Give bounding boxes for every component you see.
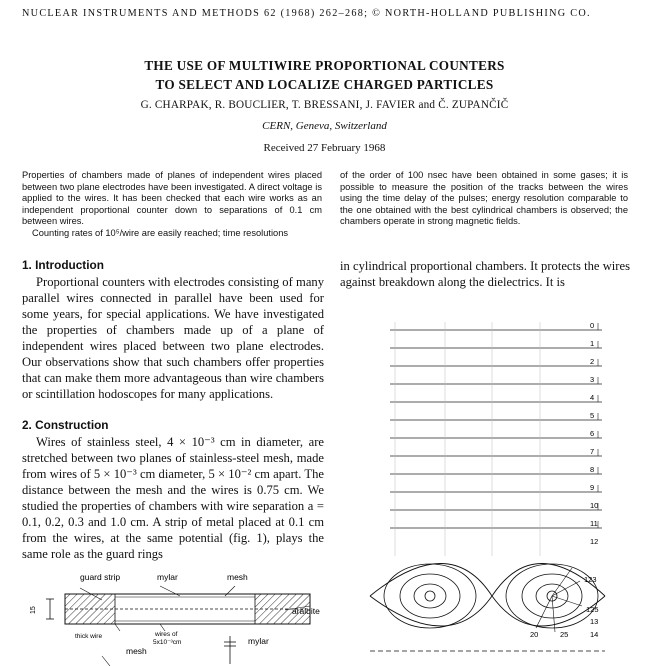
received-date: Received 27 February 1968 xyxy=(263,142,386,154)
right-column-text xyxy=(340,258,630,290)
paper-title-line1: THE USE OF MULTIWIRE PROPORTIONAL COUNTERS xyxy=(144,58,505,73)
field-line-label: 1 xyxy=(590,339,595,348)
fig1-label-araldite: araldite xyxy=(292,606,320,616)
field-line-label: 6 xyxy=(590,429,595,438)
section-2-heading: 2. Construction xyxy=(22,418,109,432)
fig1-label-thick-wire: thick wire xyxy=(75,633,103,640)
paper-title-line2: TO SELECT AND LOCALIZE CHARGED PARTICLES xyxy=(155,77,494,92)
contour-label: 14 xyxy=(590,630,599,639)
abstract-paragraph-1: Properties of chambers made of planes of independent wires placed between two plane electrodes have been investigated. A direct voltage is applied to the wires. It has been checked that each wire works as an independent proportional counter down to separations of 0.1 cm between wires. xyxy=(22,170,322,227)
equipotential-contours xyxy=(370,564,605,652)
running-head: NUCLEAR INSTRUMENTS AND METHODS 62 (1968) 262–268; © NORTH-HOLLAND PUBLISHING CO. xyxy=(22,8,591,19)
field-line-label: 9 xyxy=(590,483,595,492)
field-line-label: 3 xyxy=(590,375,595,384)
contour-label: 13 xyxy=(590,617,599,626)
contour-labels xyxy=(530,575,599,639)
field-line-label: 8 xyxy=(590,465,595,474)
field-line-labels xyxy=(590,321,598,546)
fig1-label-wires-of: wires of xyxy=(155,631,178,638)
fig1-label-mesh: mesh xyxy=(227,572,248,582)
section-1-body xyxy=(22,274,324,402)
fig1-dimension-label: 15 xyxy=(30,606,37,614)
figure-2-field-diagram xyxy=(340,306,640,666)
figure-1-chamber-drawing xyxy=(20,566,340,666)
contour-label: 123 xyxy=(584,575,597,584)
fig1-label-wire-size: 5x10⁻³cm xyxy=(153,639,182,646)
field-line-label: 4 xyxy=(590,393,595,402)
right-column-paragraph: in cylindrical proportional chambers. It protects the wires against breakdown along the dielectrics. It is xyxy=(340,259,630,289)
field-line-label: 2 xyxy=(590,357,595,366)
field-line-label: 11 xyxy=(590,519,598,528)
fig1-label-mylar: mylar xyxy=(157,572,178,582)
abstract-right: of the order of 100 nsec have been obtained in some gases; it is possible to measure the position of the tracks between the wires using the time delay of the pulses; energy resolution comparable to the one obtained with the best cylindrical chambers is observed; the chambers operate in strong magnetic fields. xyxy=(340,170,628,227)
field-line-label: 5 xyxy=(590,411,595,420)
field-line-label: 0 xyxy=(590,321,595,330)
section-1-heading: 1. Introduction xyxy=(22,258,104,272)
fig1-label-guard-strip: guard strip xyxy=(80,572,121,582)
section-1-paragraph: Proportional counters with electrodes consisting of many parallel wires connected in parallel have been used for some years, for special applications. We have investigated the properties of chambers made up of a plane of independent wires placed between two plane electrodes. Our observations show that such chambers offer properties that can make them more advantageous than wire chambers or scintillation hodoscopes for many applications. xyxy=(22,275,324,401)
field-lines xyxy=(390,322,602,556)
field-line-label: 12 xyxy=(590,537,599,546)
contour-label: 20 xyxy=(530,630,539,639)
section-2-body xyxy=(22,434,324,562)
field-line-label: 10 xyxy=(590,501,599,510)
field-line-label: 7 xyxy=(590,447,595,456)
contour-label: 25 xyxy=(560,630,569,639)
section-2-paragraph: Wires of stainless steel, 4 × 10⁻³ cm in diameter, are stretched between two planes of stainless-steel mesh, made from wires of 5 × 10⁻³ cm diameter, 5 × 10⁻² cm apart. The distance between the mesh and the wires is 0.75 cm. We studied the properties of chambers with wire separation a = 0.1, 0.2, 0.3 and 1.0 cm. A strip of metal placed at 0.1 cm from the wires, at the same potential (fig. 1), plays the same role as the guard rings xyxy=(22,435,324,561)
abstract-paragraph-2: Counting rates of 10⁵/wire are easily reached; time resolutions xyxy=(32,227,289,238)
paper-authors: G. CHARPAK, R. BOUCLIER, T. BRESSANI, J. FAVIER and Č. ZUPANČIČ xyxy=(140,99,509,111)
abstract-left xyxy=(22,170,322,240)
paper-affiliation: CERN, Geneva, Switzerland xyxy=(262,120,387,132)
contour-label: 125 xyxy=(586,605,599,614)
fig1-label-mesh-bottom: mesh xyxy=(126,646,147,656)
chamber-body xyxy=(46,586,310,666)
fig1-label-mylar-bottom: mylar xyxy=(248,636,269,646)
